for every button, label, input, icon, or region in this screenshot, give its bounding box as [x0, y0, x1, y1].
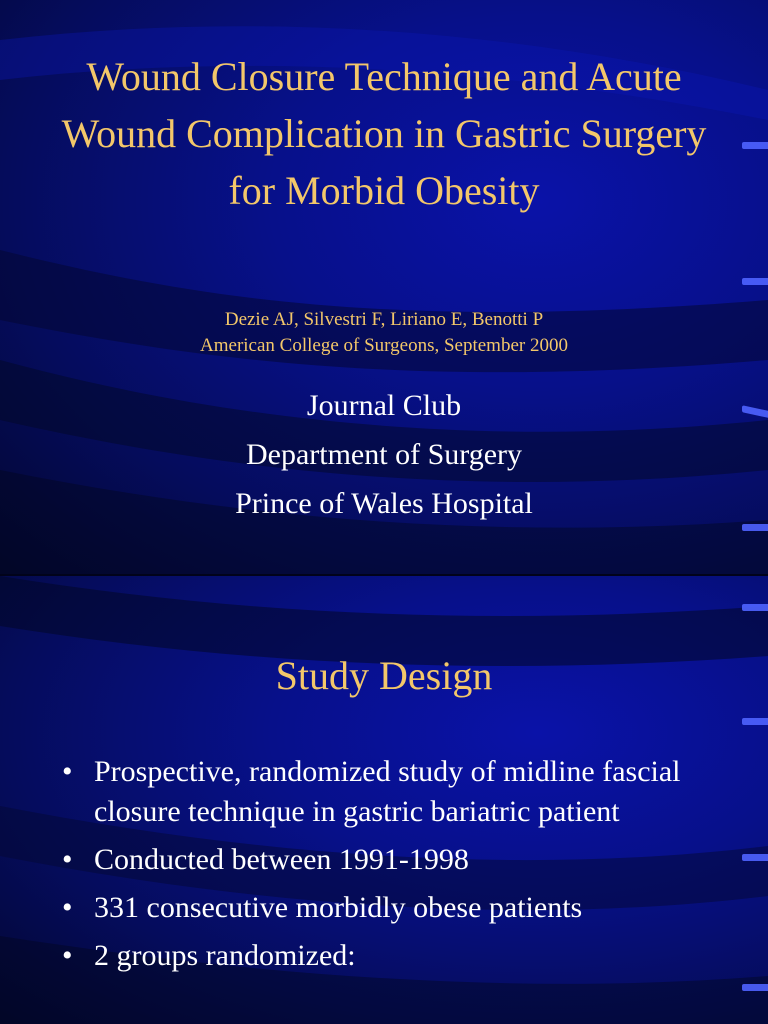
- bullet-symbol: •: [62, 939, 73, 972]
- edge-tick: [742, 718, 768, 725]
- presenter-line-department: Department of Surgery: [245, 438, 523, 471]
- slide-study-design: [0, 576, 768, 1024]
- slide-title-text: Study Design: [275, 653, 493, 698]
- bullet-text: 331 consecutive morbidly obese patients: [94, 891, 583, 924]
- edge-tick: [742, 984, 768, 991]
- presenter-block: [40, 381, 728, 528]
- edge-tick: [742, 604, 768, 611]
- citation-source: American College of Surgeons, September 2000: [200, 335, 568, 356]
- citation-block: [40, 307, 728, 359]
- presenter-line-journal-club: Journal Club: [306, 389, 462, 422]
- bullet-text: Prospective, randomized study of midline fascial closure technique in gastric bariatric patient: [94, 755, 681, 828]
- bullet-text: 2 groups randomized:: [94, 939, 356, 972]
- bullet-item: [60, 752, 708, 832]
- bullet-list: [60, 752, 708, 984]
- bullet-item: [60, 840, 708, 880]
- bullet-symbol: •: [62, 891, 73, 924]
- presenter-line-hospital: Prince of Wales Hospital: [235, 487, 533, 520]
- bullet-item: [60, 888, 708, 928]
- edge-tick: [742, 142, 768, 149]
- edge-tick: [742, 854, 768, 861]
- bullet-text: Conducted between 1991-1998: [94, 843, 469, 876]
- citation-authors: Dezie AJ, Silvestri F, Liriano E, Benotti P: [224, 309, 544, 330]
- edge-tick: [742, 524, 768, 531]
- bullet-symbol: •: [62, 843, 73, 876]
- bullet-symbol: •: [62, 755, 73, 788]
- slide-title-text: Wound Closure Technique and Acute Wound Complication in Gastric Surgery for Morbid Obesity: [61, 54, 707, 213]
- bullet-item: [60, 936, 708, 976]
- edge-tick: [742, 278, 768, 285]
